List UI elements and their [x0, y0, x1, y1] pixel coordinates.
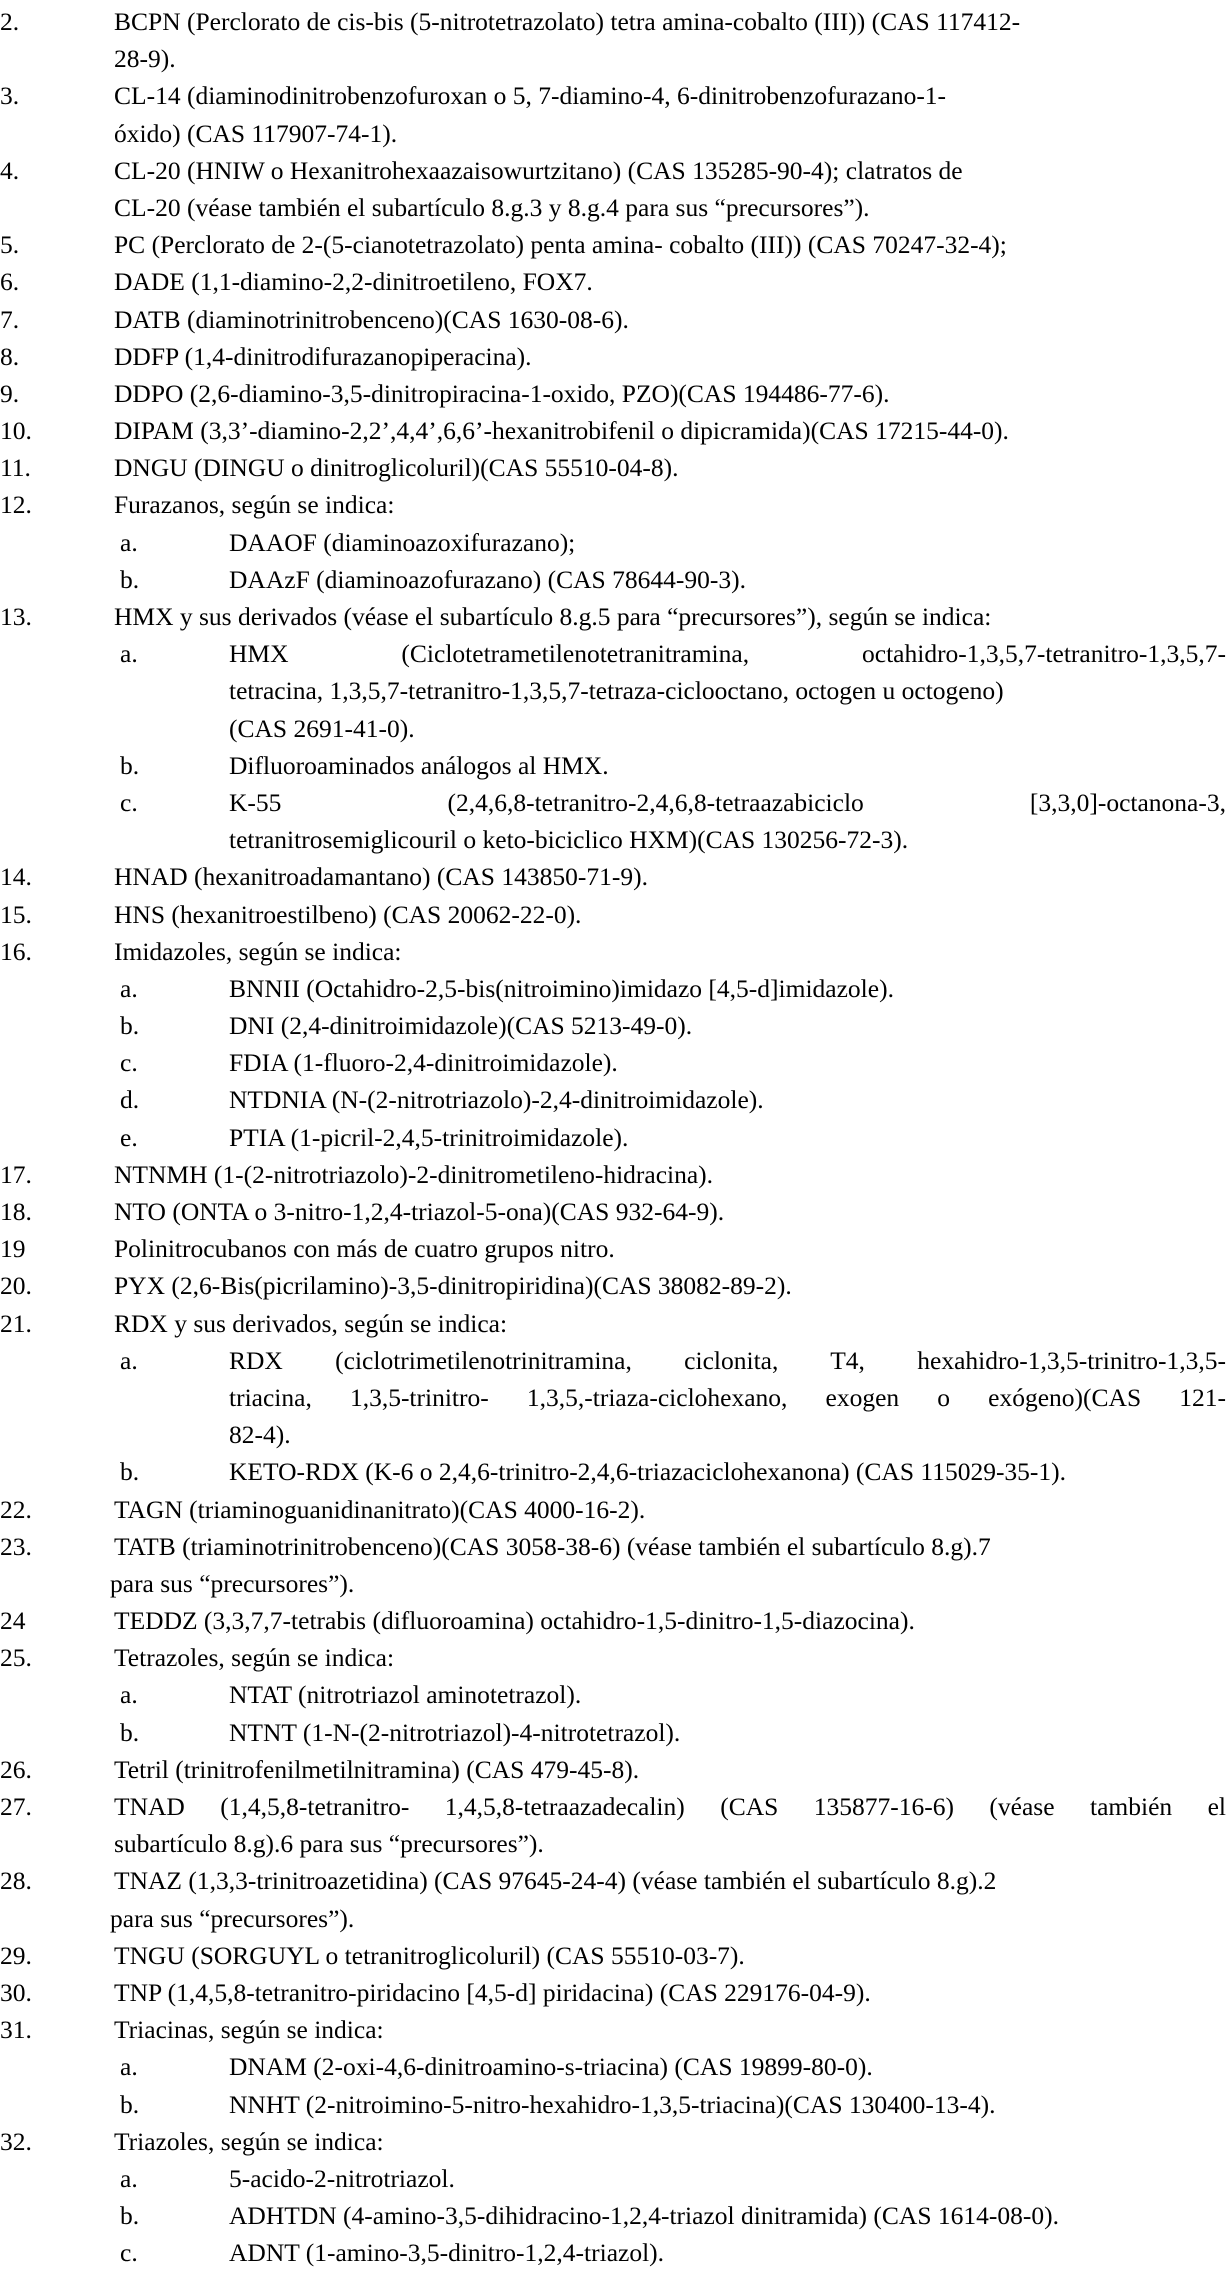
item-text: DATB (diaminotrinitrobenceno)(CAS 1630-08-6). — [114, 304, 629, 334]
document-line — [0, 2048, 1226, 2085]
document-line — [0, 1937, 1226, 1974]
document-line — [0, 3, 1226, 40]
document-line — [0, 784, 1226, 821]
item-number: 10. — [0, 416, 32, 446]
document-line — [0, 2123, 1226, 2160]
item-number: 6. — [0, 267, 20, 297]
item-text: Triacinas, según se indica: — [114, 2015, 384, 2045]
document-line — [0, 338, 1226, 375]
document-line — [0, 1416, 1226, 1453]
item-text: CL-14 (diaminodinitrobenzofuroxan o 5, 7-diamino-4, 6-dinitrobenzofurazano-1- — [114, 81, 947, 111]
sub-item-text: ADNT (1-amino-3,5-dinitro-1,2,4-triazol). — [229, 2238, 665, 2268]
document-line — [0, 933, 1226, 970]
item-number: 14. — [0, 862, 32, 892]
item-text: TNGU (SORGUYL o tetranitroglicoluril) (CAS 55510-03-7). — [114, 1940, 745, 1970]
document-line — [0, 1044, 1226, 1081]
item-text: HMX y sus derivados (véase el subartículo 8.g.5 para “precursores”), según se indica: — [114, 602, 992, 631]
document-line — [0, 1602, 1226, 1639]
sub-item-text: BNNII (Octahidro-2,5-bis(nitroimino)imidazo [4,5-d]imidazole). — [229, 973, 894, 1003]
document-line — [0, 2011, 1226, 2048]
continuation-text: 82-4). — [229, 1420, 291, 1450]
item-number: 9. — [0, 378, 20, 408]
item-text: TNP (1,4,5,8-tetranitro-piridacino [4,5-d] piridacina) (CAS 229176-04-9). — [114, 1977, 871, 2007]
sub-item-text: NTAT (nitrotriazol aminotetrazol). — [229, 1680, 582, 1710]
sub-item-letter: b. — [120, 1011, 140, 1041]
sub-item-letter: b. — [120, 2089, 140, 2119]
item-number: 28. — [0, 1866, 32, 1896]
document-line — [0, 1156, 1226, 1193]
document-line — [0, 598, 1226, 635]
item-number: 13. — [0, 602, 32, 631]
item-text: DADE (1,1-diamino-2,2-dinitroetileno, FOX7. — [114, 267, 593, 297]
item-text: NTO (ONTA o 3-nitro-1,2,4-triazol-5-ona)(CAS 932-64-9). — [114, 1197, 725, 1226]
item-number: 31. — [0, 2015, 32, 2045]
document-line — [0, 449, 1226, 486]
document-line — [0, 561, 1226, 598]
document-line — [0, 970, 1226, 1007]
item-text: Tetril (trinitrofenilmetilnitramina) (CAS 479-45-8). — [114, 1754, 640, 1784]
item-text: TNAZ (1,3,3-trinitroazetidina) (CAS 97645-24-4) (véase también el subartículo 8.g).2 — [114, 1866, 997, 1896]
continuation-text: triacina, 1,3,5-trinitro- 1,3,5,-triaza-ciclohexano, exogen o exógeno)(CAS 121- — [229, 1382, 1226, 1412]
document-line — [0, 1714, 1226, 1751]
document-line — [0, 1119, 1226, 1156]
document-line — [0, 1974, 1226, 2011]
document-line — [0, 1788, 1226, 1825]
item-number: 16. — [0, 936, 32, 966]
document-line — [0, 1676, 1226, 1713]
sub-item-text: NTDNIA (N-(2-nitrotriazolo)-2,4-dinitroimidazole). — [229, 1085, 764, 1115]
item-number: 12. — [0, 490, 32, 520]
item-number: 15. — [0, 899, 32, 929]
item-number: 20. — [0, 1271, 32, 1301]
document-line — [0, 189, 1226, 226]
sub-item-text: DAAOF (diaminoazoxifurazano); — [229, 527, 576, 557]
document-line — [0, 1305, 1226, 1342]
item-text: DDPO (2,6-diamino-3,5-dinitropiracina-1-oxido, PZO)(CAS 194486-77-6). — [114, 378, 890, 408]
sub-item-letter: c. — [120, 787, 138, 817]
item-text: Imidazoles, según se indica: — [114, 936, 402, 966]
document-line — [0, 263, 1226, 300]
item-number: 25. — [0, 1643, 32, 1673]
item-number: 7. — [0, 304, 20, 334]
item-text: Triazoles, según se indica: — [114, 2126, 384, 2156]
document-line — [0, 375, 1226, 412]
item-number: 5. — [0, 230, 20, 260]
sub-item-letter: b. — [120, 564, 140, 594]
sub-item-letter: a. — [120, 527, 138, 557]
item-text: DNGU (DINGU o dinitroglicoluril)(CAS 55510-04-8). — [114, 453, 679, 483]
item-text: PC (Perclorato de 2-(5-cianotetrazolato) penta amina- cobalto (III)) (CAS 70247-32-4); — [114, 230, 1007, 260]
document-line — [0, 2234, 1226, 2271]
continuation-text: subartículo 8.g).6 para sus “precursores”). — [114, 1829, 544, 1859]
continuation-text: óxido) (CAS 117907-74-1). — [114, 118, 398, 148]
sub-item-text: PTIA (1-picril-2,4,5-trinitroimidazole). — [229, 1122, 629, 1152]
document-line — [0, 1639, 1226, 1676]
document-line — [0, 1379, 1226, 1416]
document-line — [0, 1900, 1226, 1937]
item-text: Polinitrocubanos con más de cuatro grupos nitro. — [114, 1234, 615, 1264]
document-line — [0, 896, 1226, 933]
item-number: 4. — [0, 155, 20, 185]
document-line — [0, 226, 1226, 263]
sub-item-letter: a. — [120, 1345, 138, 1375]
sub-item-text: DNI (2,4-dinitroimidazole)(CAS 5213-49-0). — [229, 1011, 693, 1041]
item-text: Tetrazoles, según se indica: — [114, 1643, 395, 1673]
sub-item-letter: a. — [120, 2163, 138, 2193]
document-line — [0, 2197, 1226, 2234]
item-number: 19 — [0, 1234, 26, 1264]
item-number: 2. — [0, 7, 20, 36]
document-line — [0, 1193, 1226, 1230]
document-line — [0, 412, 1226, 449]
item-text: TATB (triaminotrinitrobenceno)(CAS 3058-38-6) (véase también el subartículo 8.g).7 — [114, 1531, 991, 1561]
document-line — [0, 1825, 1226, 1862]
item-number: 21. — [0, 1308, 32, 1338]
sub-item-letter: a. — [120, 1680, 138, 1710]
sub-item-text: HMX (Ciclotetrametilenotetranitramina, octahidro-1,3,5,7-tetranitro-1,3,5,7- — [229, 639, 1226, 669]
continuation-text: (CAS 2691-41-0). — [229, 713, 415, 743]
sub-item-text: ADHTDN (4-amino-3,5-dihidracino-1,2,4-triazol dinitramida) (CAS 1614-08-0). — [229, 2201, 1059, 2231]
sub-item-text: KETO-RDX (K-6 o 2,4,6-trinitro-2,4,6-triazaciclohexanona) (CAS 115029-35-1). — [229, 1457, 1067, 1487]
sub-item-text: Difluoroaminados análogos al HMX. — [229, 750, 609, 780]
document-line — [0, 1453, 1226, 1490]
item-text: TNAD (1,4,5,8-tetranitro- 1,4,5,8-tetraazadecalin) (CAS 135877-16-6) (véase también el — [114, 1792, 1226, 1821]
continuation-text: 28-9). — [114, 44, 176, 74]
document-line — [0, 77, 1226, 114]
item-number: 17. — [0, 1159, 32, 1189]
sub-item-letter: b. — [120, 2201, 140, 2231]
document-line — [0, 301, 1226, 338]
item-number: 30. — [0, 1977, 32, 2007]
sub-item-text: RDX (ciclotrimetilenotrinitramina, ciclonita, T4, hexahidro-1,3,5-trinitro-1,3,5- — [229, 1345, 1226, 1375]
sub-item-letter: d. — [120, 1085, 140, 1115]
document-line — [0, 1565, 1226, 1602]
item-text: Furazanos, según se indica: — [114, 490, 395, 520]
sub-item-text: K-55 (2,4,6,8-tetranitro-2,4,6,8-tetraazabiciclo [3,3,0]-octanona-3, — [229, 787, 1226, 817]
sub-item-letter: a. — [120, 2052, 138, 2082]
item-number: 18. — [0, 1197, 32, 1226]
item-text: PYX (2,6-Bis(picrilamino)-3,5-dinitropiridina)(CAS 38082-89-2). — [114, 1271, 792, 1301]
item-number: 11. — [0, 453, 31, 483]
item-number: 23. — [0, 1531, 32, 1561]
item-text: TEDDZ (3,3,7,7-tetrabis (difluoroamina) octahidro-1,5-dinitro-1,5-diazocina). — [114, 1606, 915, 1636]
item-text: TAGN (triaminoguanidinanitrato)(CAS 4000-16-2). — [114, 1494, 646, 1524]
document-line — [0, 152, 1226, 189]
item-text: DIPAM (3,3’-diamino-2,2’,4,4’,6,6’-hexanitrobifenil o dipicramida)(CAS 17215-44-0). — [114, 416, 1009, 446]
document-line — [0, 858, 1226, 895]
item-text: RDX y sus derivados, según se indica: — [114, 1308, 508, 1338]
document-line — [0, 821, 1226, 858]
item-number: 24 — [0, 1606, 26, 1636]
document-line — [0, 1081, 1226, 1118]
sub-item-letter: b. — [120, 750, 140, 780]
sub-item-letter: b. — [120, 1457, 140, 1487]
continuation-text: tetranitrosemiglicouril o keto-biciclico HXM)(CAS 130256-72-3). — [229, 825, 909, 855]
document-line — [0, 40, 1226, 77]
document-line — [0, 635, 1226, 672]
item-number: 3. — [0, 81, 20, 111]
document-line — [0, 1007, 1226, 1044]
document-line — [0, 2160, 1226, 2197]
sub-item-text: NTNT (1-N-(2-nitrotriazol)-4-nitrotetrazol). — [229, 1717, 681, 1747]
document-line — [0, 747, 1226, 784]
continuation-text: CL-20 (véase también el subartículo 8.g.3 y 8.g.4 para sus “precursores”). — [114, 192, 870, 222]
item-number: 27. — [0, 1792, 32, 1821]
item-number: 8. — [0, 341, 20, 371]
sub-item-text: NNHT (2-nitroimino-5-nitro-hexahidro-1,3,5-triacina)(CAS 130400-13-4). — [229, 2089, 996, 2119]
document-line — [0, 2086, 1226, 2123]
item-text: CL-20 (HNIW o Hexanitrohexaazaisowurtzitano) (CAS 135285-90-4); clatratos de — [114, 155, 963, 185]
item-text: HNS (hexanitroestilbeno) (CAS 20062-22-0). — [114, 899, 582, 929]
sub-item-text: DAAzF (diaminoazofurazano) (CAS 78644-90-3). — [229, 564, 746, 594]
sub-item-text: DNAM (2-oxi-4,6-dinitroamino-s-triacina) (CAS 19899-80-0). — [229, 2052, 873, 2082]
document-line — [0, 1230, 1226, 1267]
item-text: DDFP (1,4-dinitrodifurazanopiperacina). — [114, 341, 532, 371]
sub-item-letter: e. — [120, 1122, 138, 1152]
item-number: 22. — [0, 1494, 32, 1524]
sub-item-text: 5-acido-2-nitrotriazol. — [229, 2163, 455, 2193]
document-line — [0, 672, 1226, 709]
document-line — [0, 524, 1226, 561]
sub-item-letter: a. — [120, 973, 138, 1003]
continuation-text: para sus “precursores”). — [110, 1568, 355, 1598]
sub-item-letter: c. — [120, 2238, 138, 2268]
document-line — [0, 115, 1226, 152]
continuation-text: tetracina, 1,3,5,7-tetranitro-1,3,5,7-tetraza-ciclooctano, octogen u octogeno) — [229, 676, 1004, 706]
document-line — [0, 1862, 1226, 1899]
document-page — [0, 3, 1226, 2271]
continuation-text: para sus “precursores”). — [110, 1903, 355, 1933]
item-text: NTNMH (1-(2-nitrotriazolo)-2-dinitrometileno-hidracina). — [114, 1159, 714, 1189]
sub-item-letter: b. — [120, 1717, 140, 1747]
sub-item-letter: a. — [120, 639, 138, 669]
document-line — [0, 486, 1226, 523]
document-line — [0, 1491, 1226, 1528]
document-line — [0, 1267, 1226, 1304]
document-line — [0, 1342, 1226, 1379]
item-number: 26. — [0, 1754, 32, 1784]
item-number: 29. — [0, 1940, 32, 1970]
sub-item-text: FDIA (1-fluoro-2,4-dinitroimidazole). — [229, 1048, 618, 1078]
item-text: HNAD (hexanitroadamantano) (CAS 143850-71-9). — [114, 862, 648, 892]
item-text: BCPN (Perclorato de cis-bis (5-nitrotetrazolato) tetra amina-cobalto (III)) (CAS 117412- — [114, 7, 1021, 36]
document-line — [0, 1751, 1226, 1788]
item-number: 32. — [0, 2126, 32, 2156]
document-line — [0, 1528, 1226, 1565]
document-line — [0, 710, 1226, 747]
sub-item-letter: c. — [120, 1048, 138, 1078]
